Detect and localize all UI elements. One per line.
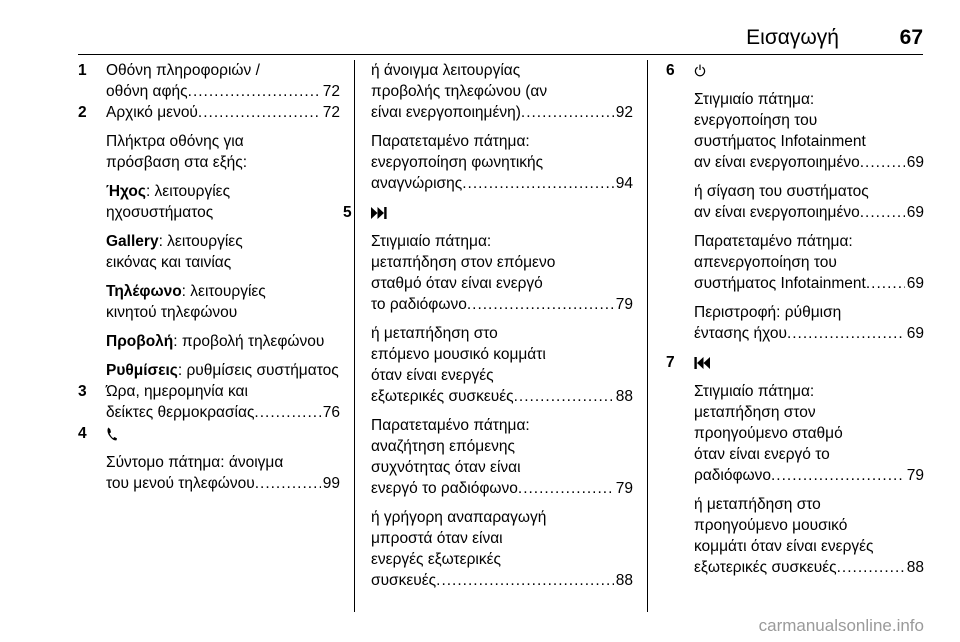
page-reference: 76	[322, 404, 340, 421]
phone-icon	[106, 423, 118, 444]
item-text: ή μεταπήδηση στο επόμενο μουσικό κομμάτι όταν είναι ενεργές εξωτερικές συσκευές ..... 88	[371, 323, 633, 407]
page-header	[78, 26, 923, 54]
watermark: carmanualsonline.info	[758, 616, 924, 635]
item-text: Οθόνη πληροφοριών / οθόνη αφής ..... 72	[106, 60, 340, 102]
column-divider-2	[647, 60, 648, 612]
menu-entry-sound: Ήχος: λειτουργίες ηχοσυστήματος	[106, 183, 231, 221]
item-text: Στιγμιαίο πάτημα: μεταπήδηση στον επόμενο σταθμό όταν είναι ενεργό το ραδιόφωνο ..... 79	[371, 231, 633, 315]
item-text: ή γρήγορη αναπαραγωγή μπροστά όταν είναι ενεργές εξωτερικές συσκευές ..... 88	[371, 507, 633, 591]
previous-track-icon	[694, 352, 710, 373]
list-item-1	[78, 60, 340, 102]
menu-entry-settings: Ρυθμίσεις: ρυθμίσεις συστήματος	[106, 362, 339, 379]
item-number: 5	[343, 204, 352, 221]
list-item-5	[343, 202, 633, 591]
page-title: Εισαγωγή	[746, 26, 839, 49]
column-2	[343, 60, 633, 591]
power-icon	[694, 60, 706, 81]
page-reference: 72	[322, 104, 340, 121]
page-reference: 92	[615, 104, 633, 121]
page-reference: 69	[906, 154, 924, 171]
item-4-long-press: Παρατεταμένο πάτημα: ενεργοποίηση φωνητικής αναγνώρισης ..... 94	[371, 131, 633, 194]
item-text: ή μεταπήδηση στο προηγούμενο μουσικό κομμάτι όταν είναι ενεργές εξωτερικές συσκευές ..... 88	[694, 494, 924, 578]
item-text: Στιγμιαίο πάτημα: ενεργοποίηση του συστήματος Infotainment αν είναι ενεργοποιημένο ..... 69	[694, 89, 924, 173]
page-reference: 88	[906, 559, 924, 576]
item-text: Περιστροφή: ρύθμιση έντασης ήχου ..... 69	[694, 302, 924, 344]
page-reference: 69	[906, 204, 924, 221]
list-item-6	[666, 60, 924, 344]
item-text: Ώρα, ημερομηνία και δείκτες θερμοκρασίας ..... 76	[106, 381, 340, 423]
item-text: Στιγμιαίο πάτημα: μεταπήδηση στον προηγούμενο σταθμό όταν είναι ενεργό το ραδιόφωνο ..... 79	[694, 381, 924, 486]
menu-entry-phone: Τηλέφωνο: λειτουργίες κινητού τηλεφώνου	[106, 283, 266, 321]
item-text: Παρατεταμένο πάτημα: απενεργοποίηση του συστήματος Infotainment ..... 69	[694, 231, 924, 294]
item-4-continued: ή άνοιγμα λειτουργίας προβολής τηλεφώνου (αν είναι ενεργοποιημένη) ..... 92	[371, 60, 633, 123]
item-text: Αρχικό μενού ..... 72	[106, 102, 340, 123]
page-reference: 88	[615, 572, 633, 589]
page-number: 67	[899, 26, 923, 49]
page-reference: 94	[615, 175, 633, 192]
page-reference: 79	[615, 480, 633, 497]
item-text: ή σίγαση του συστήματος αν είναι ενεργοποιημένο ..... 69	[694, 181, 924, 223]
column-3	[666, 60, 924, 578]
list-item-2	[78, 102, 340, 381]
header-rule	[78, 54, 923, 55]
item-text: Σύντομο πάτημα: άνοιγμα του μενού τηλεφώνου ..... 99	[106, 452, 340, 494]
item-number: 2	[78, 104, 87, 121]
page-reference: 69	[906, 275, 924, 292]
page-reference: 79	[906, 467, 924, 484]
item-number: 3	[78, 383, 87, 400]
page-reference: 99	[322, 475, 340, 492]
list-item-3	[78, 381, 340, 423]
page-reference: 69	[906, 325, 924, 342]
column-1	[78, 60, 340, 494]
next-track-icon	[371, 202, 387, 223]
item-description: Πλήκτρα οθόνης για πρόσβαση στα εξής:	[106, 133, 248, 171]
list-item-4	[78, 423, 340, 494]
page-reference: 79	[615, 296, 633, 313]
page-reference: 88	[615, 388, 633, 405]
page-reference: 72	[322, 83, 340, 100]
item-text: Παρατεταμένο πάτημα: αναζήτηση επόμενης συχνότητας όταν είναι ενεργό το ραδιόφωνο ..... 79	[371, 415, 633, 499]
menu-entry-projection: Προβολή: προβολή τηλεφώνου	[106, 333, 325, 350]
item-number: 7	[666, 354, 675, 371]
list-item-7	[666, 352, 924, 578]
item-number: 1	[78, 62, 87, 79]
item-number: 6	[666, 62, 675, 79]
menu-entry-gallery: Gallery: λειτουργίες εικόνας και ταινίας	[106, 233, 243, 271]
item-number: 4	[78, 425, 87, 442]
